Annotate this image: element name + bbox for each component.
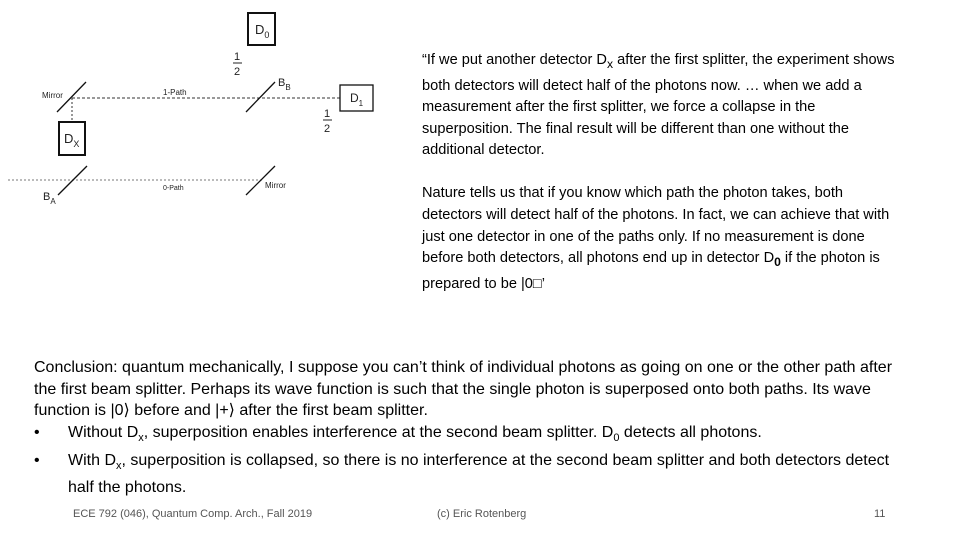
footer-author: (c) Eric Rotenberg bbox=[437, 508, 527, 520]
fraction-d0 bbox=[233, 51, 242, 78]
mirror-bottom-label: Mirror bbox=[265, 181, 286, 190]
path-0-label: 0-Path bbox=[163, 185, 184, 192]
svg-text:2: 2 bbox=[324, 123, 331, 135]
svg-text:1: 1 bbox=[324, 108, 331, 120]
beam-splitter-b bbox=[246, 82, 275, 112]
conclusion-intro: Conclusion: quantum mechanically, I suppose you can’t think of individual photons as going on one or the other path after the first beam splitter. Perhaps its wave function is such that the single photon is superposed onto both paths. Its wave function is |0⟩ before and |+⟩ after the first beam splitter. bbox=[34, 359, 893, 420]
quote-text bbox=[422, 50, 902, 317]
svg-text:1: 1 bbox=[234, 51, 241, 63]
bb-label: $B_B$ bbox=[278, 77, 291, 92]
fraction-d1 bbox=[323, 108, 332, 135]
dx-label: $D_X$ bbox=[64, 131, 80, 149]
quote-paragraph-1: “If we put another detector $D_x$ after the first splitter, the experiment shows both detectors will detect half of the photons now. … when we add a measurement after the first splitter, we force a collapse in the superposition. The final result will be different than one without the additional detector. bbox=[422, 52, 895, 159]
beam-splitter-a bbox=[58, 166, 87, 195]
footer-course: ECE 792 (046), Quantum Comp. Arch., Fall 2019 bbox=[73, 508, 313, 520]
path-1-label: 1-Path bbox=[163, 88, 187, 97]
page-number: 11 bbox=[874, 508, 886, 520]
mirror-top-label: Mirror bbox=[42, 91, 63, 100]
conclusion bbox=[34, 357, 914, 499]
quote-paragraph-2: Nature tells us that if you know which path the photon takes, both detectors will detect half of the photons. In fact, we can achieve that with just one detector in one of the paths only. If no measurement is done before both detectors, all photons end up in detector $D_0$ if the photon is prepared to be |0□’ bbox=[422, 185, 890, 292]
d0-label: $D_0$ bbox=[255, 22, 270, 40]
d1-label: $D_1$ bbox=[350, 91, 364, 108]
conclusion-bullet-1: • Without $D_x$, superposition enables interference at the second beam splitter. $D_0$ detects all photons. bbox=[34, 423, 762, 444]
ba-label: $B_A$ bbox=[43, 191, 56, 206]
conclusion-bullet-2: • With $D_x$, superposition is collapsed, so there is no interference at the second beam splitter and both detectors detect half the photons. bbox=[34, 451, 890, 497]
interferometer-diagram bbox=[0, 0, 400, 220]
svg-text:2: 2 bbox=[234, 66, 241, 78]
